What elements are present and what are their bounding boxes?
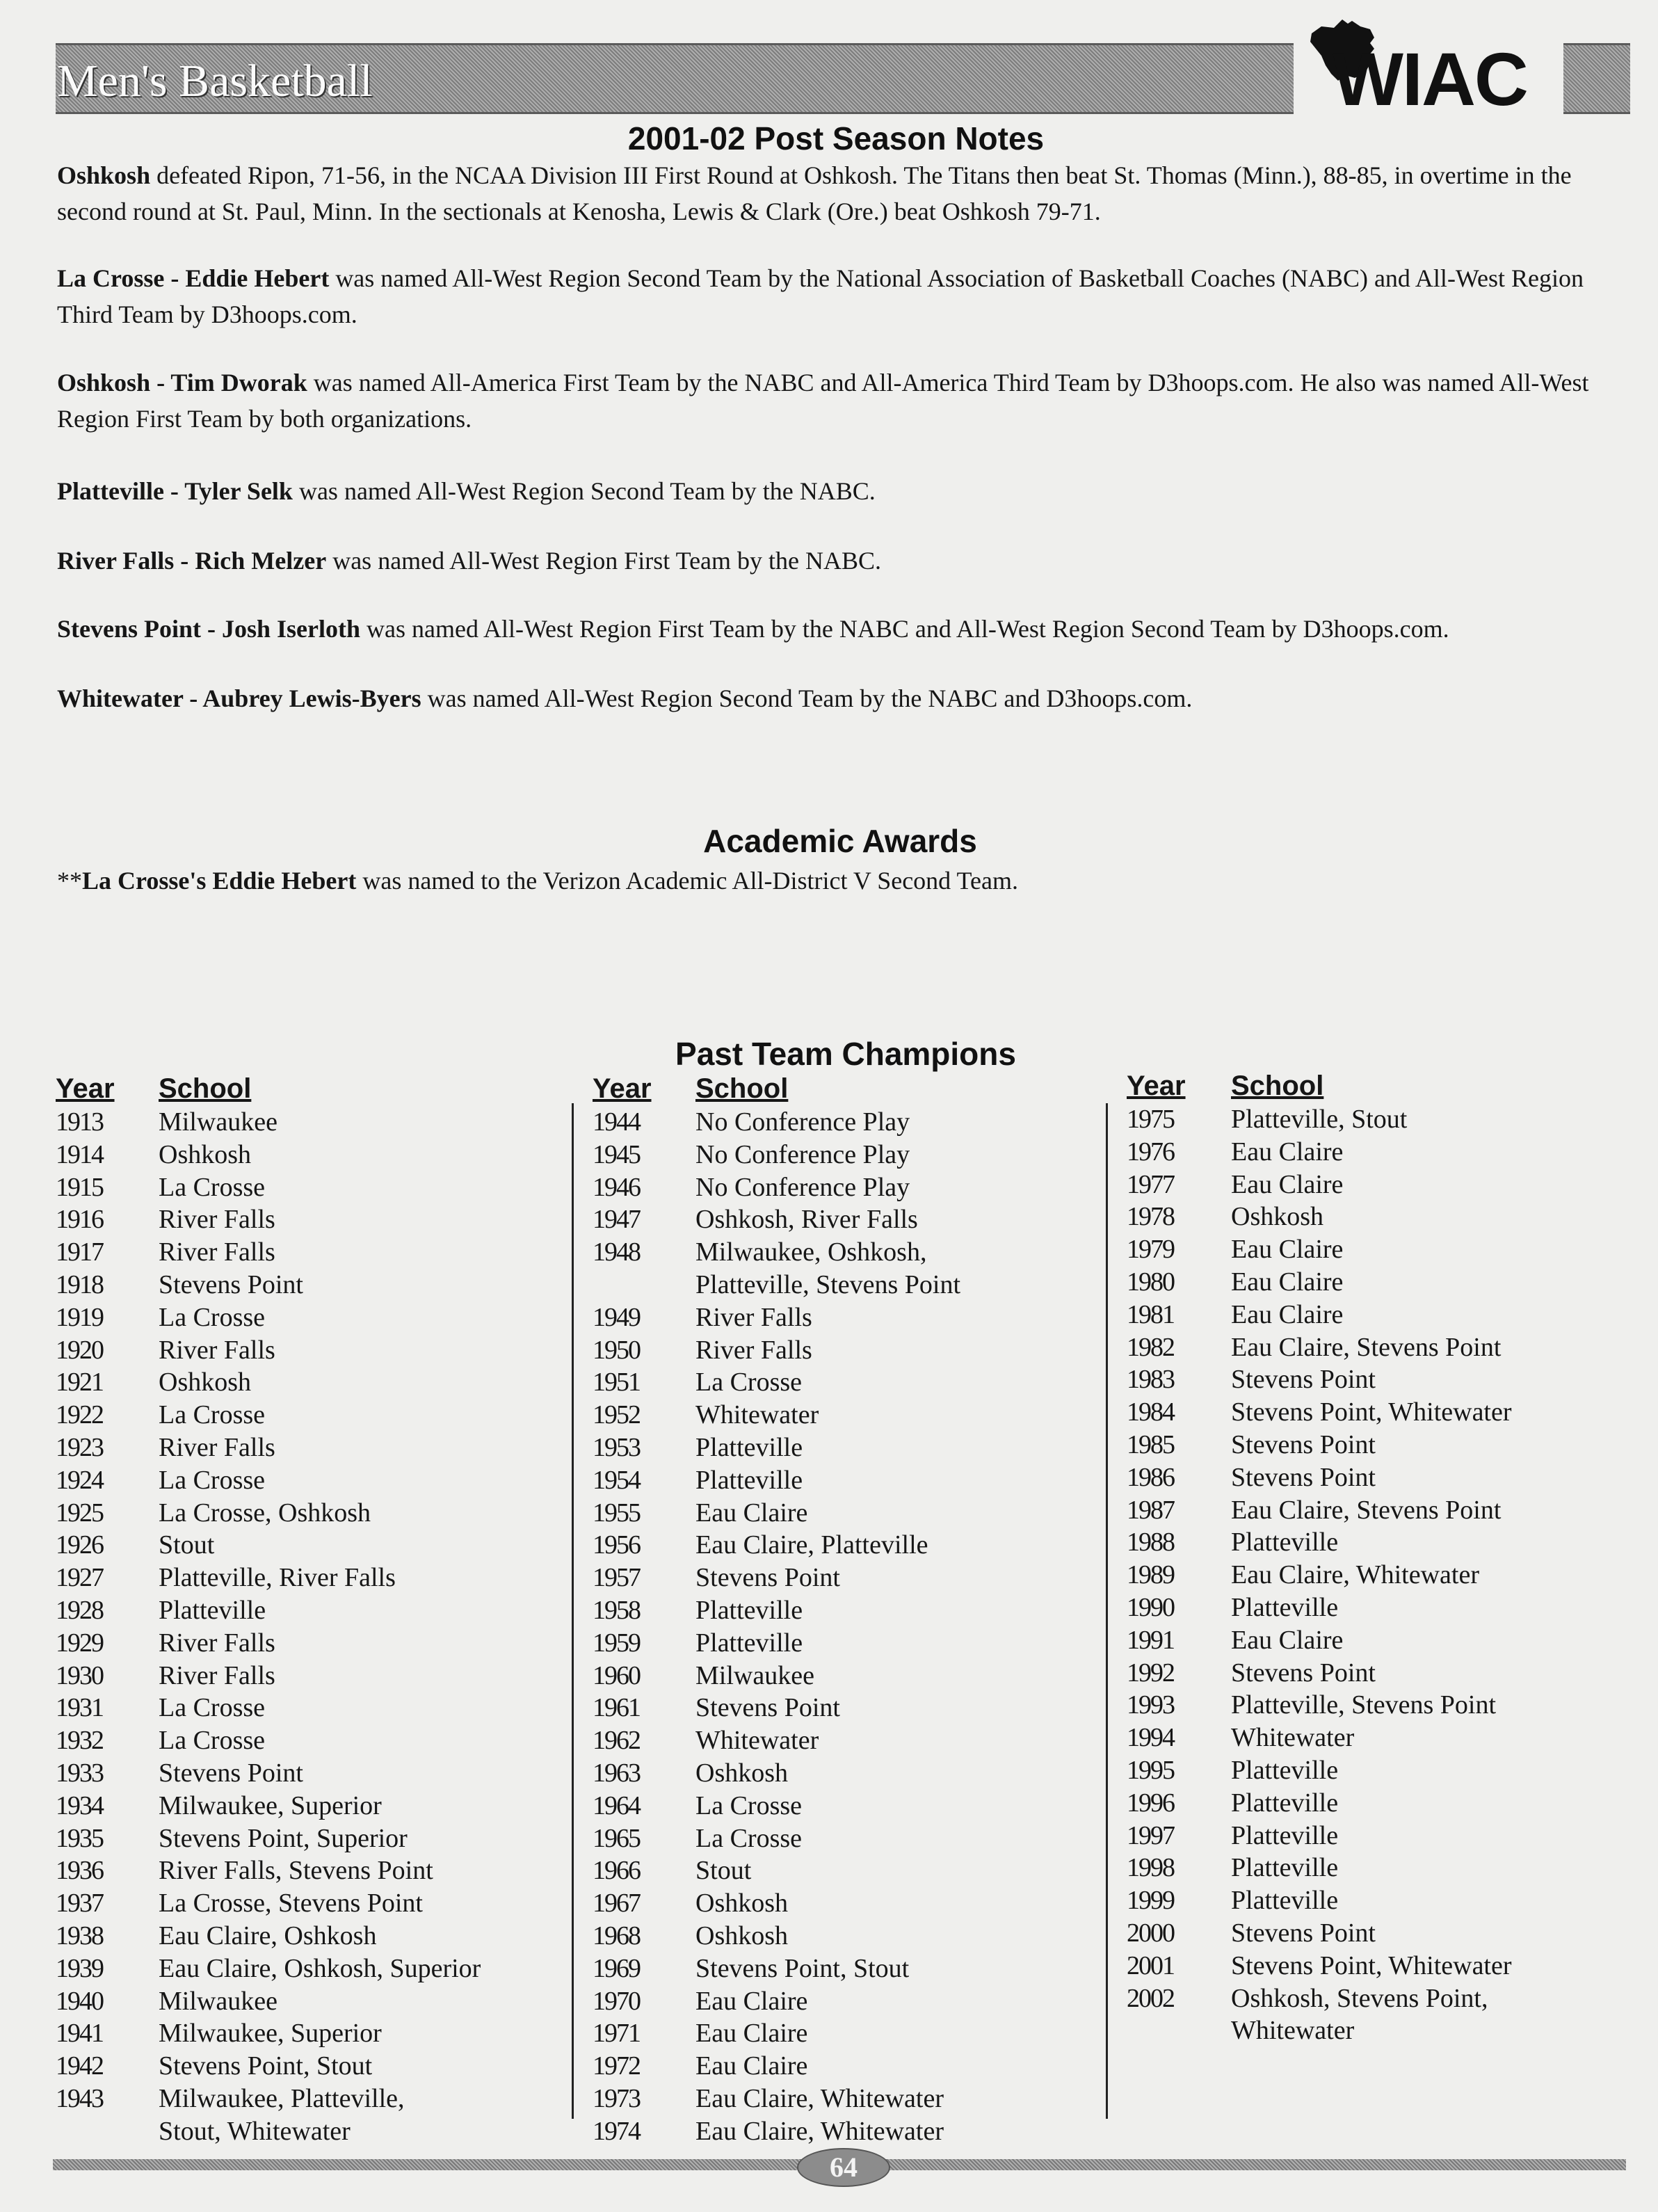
champion-year: 1921 bbox=[56, 1368, 103, 1397]
champion-school: River Falls bbox=[159, 1628, 275, 1658]
wiac-logo bbox=[1306, 14, 1556, 121]
champion-school: Whitewater bbox=[695, 1400, 819, 1430]
champion-school: Oshkosh, River Falls bbox=[695, 1205, 918, 1235]
champion-school: La Crosse bbox=[159, 1693, 266, 1723]
champion-year: 1962 bbox=[593, 1726, 640, 1756]
note-text: was named All-West Region Second Team by the NABC. bbox=[292, 477, 876, 505]
champion-school: Stevens Point bbox=[695, 1563, 840, 1593]
champion-school: Stevens Point bbox=[159, 1758, 303, 1788]
champion-school: Eau Claire bbox=[695, 1986, 808, 2016]
champion-year: 1984 bbox=[1127, 1397, 1174, 1427]
champion-year: 1990 bbox=[1127, 1592, 1174, 1622]
champion-year: 1970 bbox=[593, 1986, 640, 2016]
champion-year: 1999 bbox=[1127, 1886, 1174, 1916]
champion-school: Oshkosh bbox=[695, 1921, 789, 1950]
champion-school: Milwaukee bbox=[695, 1660, 814, 1690]
year-header: Year bbox=[593, 1073, 652, 1104]
champion-year: 1997 bbox=[1127, 1820, 1174, 1850]
champion-year: 1926 bbox=[56, 1530, 103, 1560]
note-paragraph bbox=[57, 473, 1630, 509]
champion-school: Platteville, Stout bbox=[1231, 1105, 1408, 1134]
champion-school: Eau Claire bbox=[1231, 1267, 1344, 1297]
champion-year: 1980 bbox=[1127, 1267, 1174, 1297]
champion-year: 1992 bbox=[1127, 1658, 1174, 1688]
champion-year: 1975 bbox=[1127, 1105, 1174, 1134]
champion-year: 1965 bbox=[593, 1823, 640, 1853]
champion-year: 1941 bbox=[56, 2019, 103, 2049]
champion-year: 1925 bbox=[56, 1498, 103, 1528]
champion-school: Milwaukee, Platteville, bbox=[159, 2083, 405, 2113]
champion-school: Platteville bbox=[1231, 1853, 1339, 1883]
champion-school: La Crosse bbox=[695, 1790, 803, 1820]
notes-title: 2001-02 Post Season Notes bbox=[627, 120, 1045, 157]
champion-school: Stevens Point bbox=[1231, 1462, 1376, 1492]
champion-year: 1944 bbox=[593, 1107, 640, 1137]
note-text: was named All-West Region First Team by the NABC. bbox=[326, 547, 882, 575]
champion-year: 1959 bbox=[593, 1628, 640, 1658]
note-paragraph bbox=[57, 157, 1630, 230]
champion-year: 1981 bbox=[1127, 1299, 1174, 1329]
champion-year: 1922 bbox=[56, 1400, 103, 1430]
champion-school: Stevens Point, Superior bbox=[159, 1823, 408, 1853]
champion-year: 1934 bbox=[56, 1790, 103, 1820]
champion-school: River Falls bbox=[695, 1302, 812, 1332]
champion-school: Eau Claire, Oshkosh, Superior bbox=[159, 1953, 481, 1983]
champion-year: 1931 bbox=[56, 1693, 103, 1723]
note-text: was named All-West Region Second Team by the NABC and D3hoops.com. bbox=[421, 684, 1193, 712]
champion-year: 1946 bbox=[593, 1172, 640, 1202]
champion-school: Stevens Point bbox=[1231, 1918, 1376, 1948]
champion-school: Eau Claire bbox=[1231, 1299, 1344, 1329]
note-lead: Platteville - Tyler Selk bbox=[57, 477, 293, 505]
champion-school: River Falls, Stevens Point bbox=[159, 1856, 433, 1886]
note-paragraph bbox=[57, 680, 1630, 716]
column-divider bbox=[572, 1103, 574, 2119]
champion-year: 1915 bbox=[56, 1172, 103, 1202]
champion-school: Milwaukee, Oshkosh, bbox=[695, 1237, 927, 1267]
champion-school: Stout bbox=[695, 1856, 752, 1886]
champion-year: 1947 bbox=[593, 1205, 640, 1235]
champion-school: Stevens Point bbox=[159, 1269, 303, 1299]
champion-school: Eau Claire, Whitewater bbox=[1231, 1560, 1479, 1590]
champion-year: 1966 bbox=[593, 1856, 640, 1886]
champion-school: Eau Claire, Stevens Point bbox=[1231, 1495, 1502, 1525]
champion-year: 1939 bbox=[56, 1953, 103, 1983]
note-text: defeated Ripon, 71-56, in the NCAA Division III First Round at Oshkosh. The Titans then beat St. Thomas (Minn.), 88-85, in overtime in the second round at St. Paul, Minn. In the sectionals at Kenosha, Lewis & Clark (Ore.) beat Oshkosh 79-71. bbox=[57, 161, 1572, 225]
champion-school: Eau Claire, Whitewater bbox=[695, 2116, 944, 2146]
champion-school: River Falls bbox=[159, 1237, 275, 1267]
champion-year: 1950 bbox=[593, 1335, 640, 1365]
note-lead: Whitewater - Aubrey Lewis-Byers bbox=[57, 684, 421, 712]
champion-school: Stout bbox=[159, 1530, 215, 1560]
champion-school: Platteville bbox=[1231, 1886, 1339, 1916]
note-text: was named All-West Region First Team by the NABC and All-West Region Second Team by D3hoops.com. bbox=[360, 615, 1449, 643]
champions-title: Past Team Champions bbox=[675, 1036, 1016, 1072]
champion-school: Platteville, Stevens Point bbox=[695, 1269, 961, 1299]
champion-year: 1924 bbox=[56, 1465, 103, 1495]
champion-school: La Crosse bbox=[159, 1172, 266, 1202]
champion-school: Oshkosh bbox=[695, 1889, 789, 1918]
academic-title: Academic Awards bbox=[703, 823, 977, 859]
champion-school: La Crosse, Stevens Point bbox=[159, 1889, 423, 1918]
champion-year: 1954 bbox=[593, 1465, 640, 1495]
champion-year: 1964 bbox=[593, 1790, 640, 1820]
champion-school: Platteville bbox=[1231, 1820, 1339, 1850]
champion-year: 1960 bbox=[593, 1660, 640, 1690]
champion-year: 1937 bbox=[56, 1889, 103, 1918]
school-header: School bbox=[1231, 1071, 1324, 1101]
champion-school: La Crosse, Oshkosh bbox=[159, 1498, 371, 1528]
champion-school: Platteville bbox=[1231, 1755, 1339, 1785]
champion-year: 1936 bbox=[56, 1856, 103, 1886]
champion-year: 1985 bbox=[1127, 1429, 1174, 1459]
champion-year: 1955 bbox=[593, 1498, 640, 1528]
champion-school: Milwaukee bbox=[159, 1107, 277, 1137]
champion-school: Eau Claire bbox=[695, 2051, 808, 2081]
champion-school: Oshkosh bbox=[159, 1368, 252, 1397]
champion-year: 1940 bbox=[56, 1986, 103, 2016]
champion-school: Oshkosh bbox=[1231, 1202, 1324, 1232]
school-header: School bbox=[695, 1073, 789, 1104]
champion-school: Platteville bbox=[159, 1595, 266, 1625]
champion-year: 1982 bbox=[1127, 1332, 1174, 1362]
champion-school: No Conference Play bbox=[695, 1172, 910, 1202]
note-lead: River Falls - Rich Melzer bbox=[57, 547, 327, 575]
champion-year: 1914 bbox=[56, 1139, 103, 1169]
champion-year: 1989 bbox=[1127, 1560, 1174, 1590]
champion-year: 1948 bbox=[593, 1237, 640, 1267]
champion-year: 1945 bbox=[593, 1139, 640, 1169]
champion-school: Platteville bbox=[1231, 1592, 1339, 1622]
champion-year: 1963 bbox=[593, 1758, 640, 1788]
champion-school: River Falls bbox=[695, 1335, 812, 1365]
champion-year: 1919 bbox=[56, 1302, 103, 1332]
note-paragraph bbox=[57, 543, 1630, 579]
champion-school: La Crosse bbox=[695, 1368, 803, 1397]
champion-year: 1927 bbox=[56, 1563, 103, 1593]
champion-school: Oshkosh bbox=[695, 1758, 789, 1788]
champion-school: Oshkosh bbox=[159, 1139, 252, 1169]
champion-school: Platteville bbox=[695, 1432, 803, 1462]
champion-school: La Crosse bbox=[695, 1823, 803, 1853]
champion-school: Stevens Point bbox=[1231, 1429, 1376, 1459]
champion-school: Platteville, Stevens Point bbox=[1231, 1690, 1497, 1720]
section-title: Men's Basketball bbox=[57, 56, 373, 106]
champion-year: 1918 bbox=[56, 1269, 103, 1299]
champion-year: 1952 bbox=[593, 1400, 640, 1430]
champion-school: Platteville bbox=[695, 1628, 803, 1658]
year-header: Year bbox=[56, 1073, 115, 1104]
champion-year: 1932 bbox=[56, 1726, 103, 1756]
champion-school: Eau Claire bbox=[695, 2019, 808, 2049]
champion-year: 1977 bbox=[1127, 1169, 1174, 1199]
champion-year: 1969 bbox=[593, 1953, 640, 1983]
note-paragraph bbox=[57, 260, 1630, 332]
champion-year: 1987 bbox=[1127, 1495, 1174, 1525]
champion-year: 1949 bbox=[593, 1302, 640, 1332]
note-paragraph bbox=[57, 611, 1630, 647]
champion-year: 2001 bbox=[1127, 1950, 1174, 1980]
champion-year: 1998 bbox=[1127, 1853, 1174, 1883]
champion-year: 1994 bbox=[1127, 1723, 1174, 1753]
champion-year: 1973 bbox=[593, 2083, 640, 2113]
champion-school: No Conference Play bbox=[695, 1107, 910, 1137]
champion-year: 1968 bbox=[593, 1921, 640, 1950]
champion-year: 1986 bbox=[1127, 1462, 1174, 1492]
champion-year: 1956 bbox=[593, 1530, 640, 1560]
champion-year: 1913 bbox=[56, 1107, 103, 1137]
champion-school: La Crosse bbox=[159, 1726, 266, 1756]
champion-school: Stout, Whitewater bbox=[159, 2116, 351, 2146]
champion-year: 1983 bbox=[1127, 1365, 1174, 1395]
champion-year: 1971 bbox=[593, 2019, 640, 2049]
champion-school: Eau Claire bbox=[695, 1498, 808, 1528]
note-lead: Oshkosh bbox=[57, 161, 151, 189]
champion-year: 1976 bbox=[1127, 1137, 1174, 1167]
champion-year: 1935 bbox=[56, 1823, 103, 1853]
year-header: Year bbox=[1127, 1071, 1186, 1101]
champion-school: Platteville bbox=[1231, 1788, 1339, 1818]
champion-school: Stevens Point bbox=[1231, 1365, 1376, 1395]
champion-year: 1993 bbox=[1127, 1690, 1174, 1720]
champion-year: 1933 bbox=[56, 1758, 103, 1788]
academic-lead: La Crosse's Eddie Hebert bbox=[82, 867, 357, 895]
champion-school: La Crosse bbox=[159, 1465, 266, 1495]
note-text: was named All-America First Team by the NABC and All-America Third Team by D3hoops.com. He also was named All-West Region First Team by both organizations. bbox=[57, 369, 1589, 433]
note-text: was named All-West Region Second Team by the National Association of Basketball Coaches (NABC) and All-West Region Third Team by D3hoops.com. bbox=[57, 264, 1584, 328]
champion-school: River Falls bbox=[159, 1660, 275, 1690]
champion-school: Whitewater bbox=[1231, 1723, 1355, 1753]
champion-school: Milwaukee, Superior bbox=[159, 1790, 382, 1820]
champion-year: 1957 bbox=[593, 1563, 640, 1593]
champion-school: La Crosse bbox=[159, 1302, 266, 1332]
header-band-end bbox=[1563, 43, 1630, 114]
champion-year: 1995 bbox=[1127, 1755, 1174, 1785]
champion-year: 1978 bbox=[1127, 1202, 1174, 1232]
champion-year: 2002 bbox=[1127, 1983, 1174, 2013]
champion-year: 1928 bbox=[56, 1595, 103, 1625]
champion-year: 1967 bbox=[593, 1889, 640, 1918]
champion-year: 1961 bbox=[593, 1693, 640, 1723]
note-paragraph bbox=[57, 364, 1630, 437]
academic-prefix: ** bbox=[57, 867, 82, 895]
champion-school: Eau Claire, Whitewater bbox=[695, 2083, 944, 2113]
champion-school: Stevens Point, Whitewater bbox=[1231, 1950, 1512, 1980]
champion-school: Eau Claire, Platteville bbox=[695, 1530, 928, 1560]
champion-school: Platteville bbox=[695, 1595, 803, 1625]
champion-year: 1930 bbox=[56, 1660, 103, 1690]
champion-school: Milwaukee, Superior bbox=[159, 2019, 382, 2049]
champion-school: No Conference Play bbox=[695, 1139, 910, 1169]
page-number: 64 bbox=[797, 2148, 890, 2187]
champion-school: Eau Claire bbox=[1231, 1625, 1344, 1655]
academic-paragraph bbox=[57, 863, 1630, 899]
champion-school: Stevens Point, Whitewater bbox=[1231, 1397, 1512, 1427]
champion-year: 1929 bbox=[56, 1628, 103, 1658]
champion-year: 1916 bbox=[56, 1205, 103, 1235]
academic-text: was named to the Verizon Academic All-District V Second Team. bbox=[356, 867, 1018, 895]
champion-year: 1923 bbox=[56, 1432, 103, 1462]
champion-year: 1951 bbox=[593, 1368, 640, 1397]
champion-year: 1979 bbox=[1127, 1235, 1174, 1265]
note-lead: Stevens Point - Josh Iserloth bbox=[57, 615, 361, 643]
champion-year: 1943 bbox=[56, 2083, 103, 2113]
champion-year: 1917 bbox=[56, 1237, 103, 1267]
champion-school: Platteville bbox=[695, 1465, 803, 1495]
champion-school: Eau Claire bbox=[1231, 1235, 1344, 1265]
champion-school: Eau Claire bbox=[1231, 1169, 1344, 1199]
school-header: School bbox=[159, 1073, 252, 1104]
note-lead: Oshkosh - Tim Dworak bbox=[57, 369, 307, 396]
champion-year: 1920 bbox=[56, 1335, 103, 1365]
champion-year: 1991 bbox=[1127, 1625, 1174, 1655]
champion-school: Eau Claire, Stevens Point bbox=[1231, 1332, 1502, 1362]
champion-school: Oshkosh, Stevens Point, bbox=[1231, 1983, 1488, 2013]
champion-school: Stevens Point, Stout bbox=[159, 2051, 373, 2081]
note-lead: La Crosse - Eddie Hebert bbox=[57, 264, 330, 292]
champion-school: Eau Claire, Oshkosh bbox=[159, 1921, 377, 1950]
champion-school: Whitewater bbox=[1231, 2016, 1355, 2046]
champion-year: 1938 bbox=[56, 1921, 103, 1950]
champion-school: Stevens Point bbox=[695, 1693, 840, 1723]
logo-text: WIAC bbox=[1333, 37, 1527, 121]
champion-school: River Falls bbox=[159, 1335, 275, 1365]
champion-year: 1996 bbox=[1127, 1788, 1174, 1818]
champion-school: Milwaukee bbox=[159, 1986, 277, 2016]
champion-school: Whitewater bbox=[695, 1726, 819, 1756]
champion-year: 1988 bbox=[1127, 1528, 1174, 1557]
champion-year: 1953 bbox=[593, 1432, 640, 1462]
champion-school: River Falls bbox=[159, 1432, 275, 1462]
champion-school: River Falls bbox=[159, 1205, 275, 1235]
champion-school: Platteville bbox=[1231, 1528, 1339, 1557]
column-divider bbox=[1106, 1103, 1108, 2119]
champion-school: Eau Claire bbox=[1231, 1137, 1344, 1167]
champion-school: Platteville, River Falls bbox=[159, 1563, 396, 1593]
champion-year: 2000 bbox=[1127, 1918, 1174, 1948]
champion-school: Stevens Point, Stout bbox=[695, 1953, 910, 1983]
champion-school: Stevens Point bbox=[1231, 1658, 1376, 1688]
champion-year: 1972 bbox=[593, 2051, 640, 2081]
champion-year: 1974 bbox=[593, 2116, 640, 2146]
champion-year: 1942 bbox=[56, 2051, 103, 2081]
champion-year: 1958 bbox=[593, 1595, 640, 1625]
champion-school: La Crosse bbox=[159, 1400, 266, 1430]
